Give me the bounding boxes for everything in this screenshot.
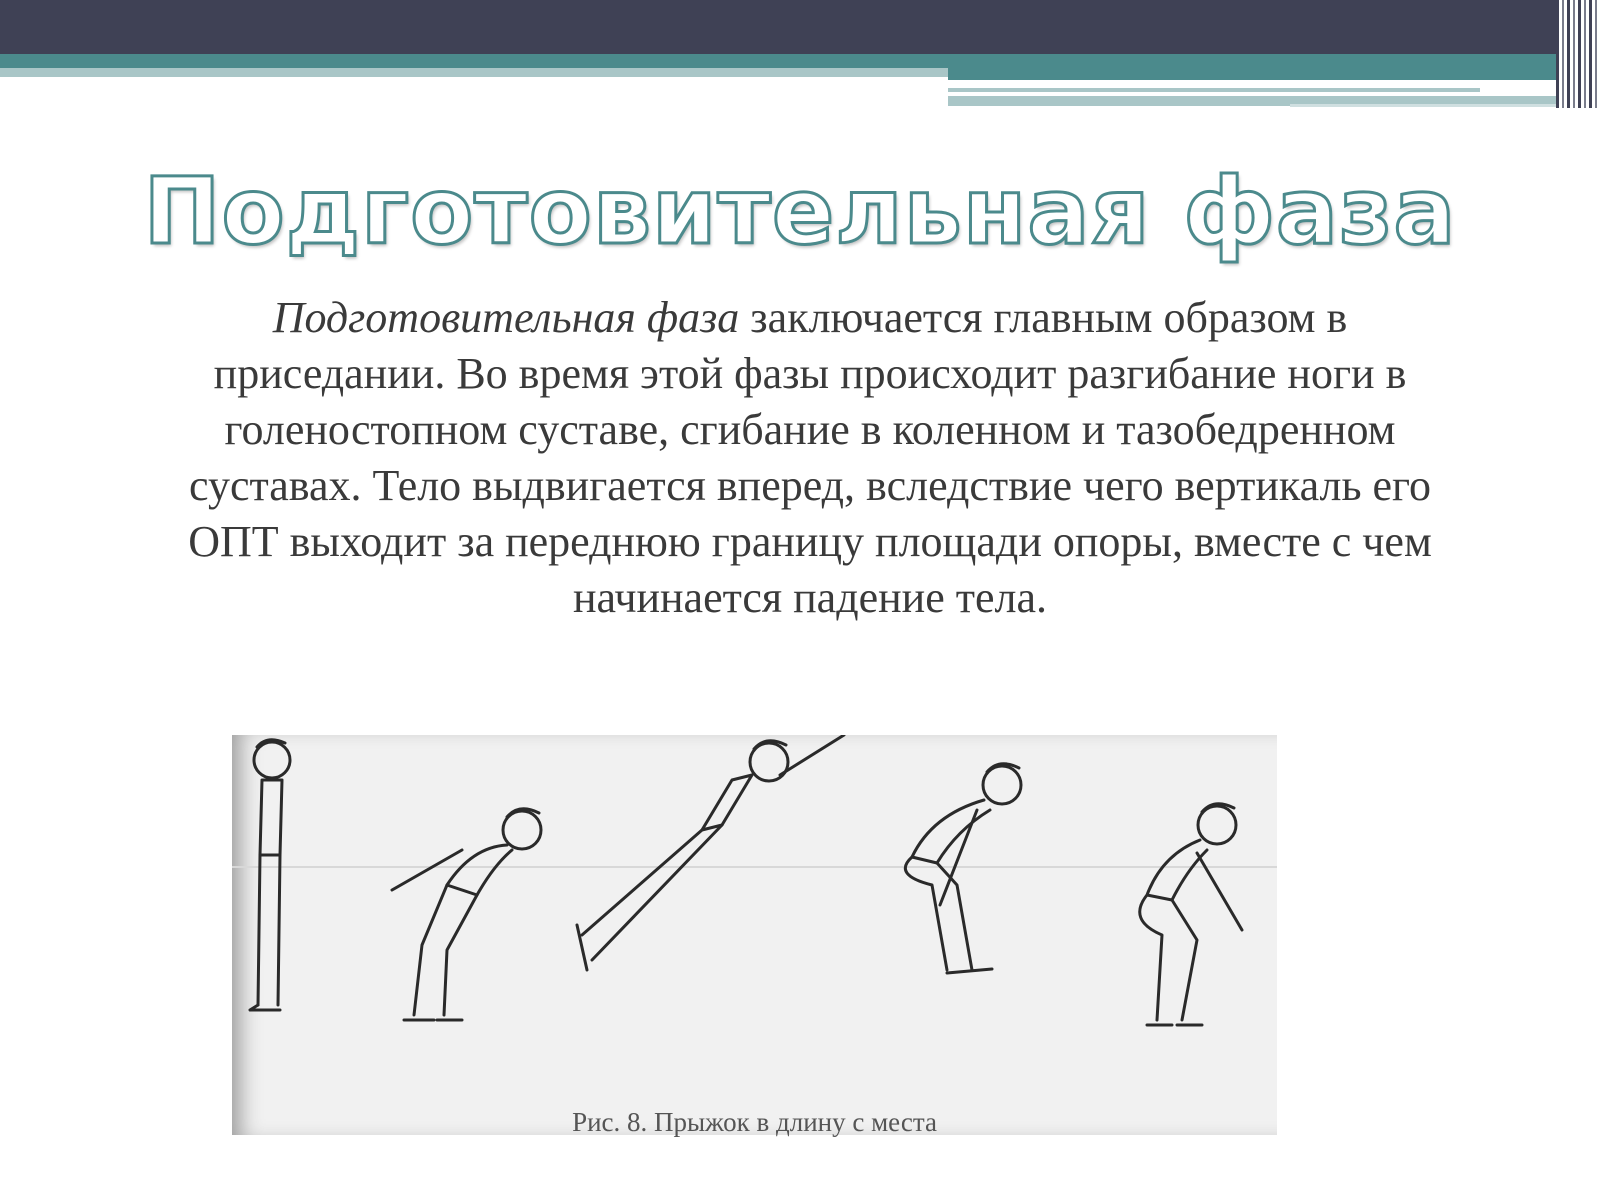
top-teal-bar — [0, 54, 1560, 68]
boy-flying — [577, 735, 844, 970]
decor-line-1 — [948, 88, 1480, 92]
boy-standing — [250, 740, 290, 1010]
slide-title: Подготовительная фаза — [143, 158, 1457, 265]
boy-squat — [1140, 804, 1242, 1025]
top-teal-bar-right — [948, 68, 1560, 80]
top-dark-bar — [0, 0, 1600, 54]
corner-stripes — [1556, 0, 1600, 108]
boy-bending — [392, 809, 541, 1020]
top-light-bar — [0, 68, 948, 77]
figure-caption: Рис. 8. Прыжок в длину с места — [572, 1107, 937, 1137]
jump-phases-illustration — [232, 735, 1277, 1105]
decor-line-3 — [1290, 104, 1560, 107]
jump-figure — [232, 735, 1277, 1135]
paragraph-text: заключается главным образом в приседании. Во время этой фазы происходит разгибание ноги в голеностопном суставе, сгибание в коленном и тазобедренном суставах. Тело выдвигается вперед, вследствие чего вертикаль его ОПТ выходит за переднюю границу площади опоры, вместе с чем начинается падение тела. — [188, 293, 1432, 622]
paragraph-emphasis: Подготовительная фаза — [272, 293, 740, 342]
boy-landing — [905, 764, 1021, 973]
slide-paragraph — [160, 290, 1460, 626]
